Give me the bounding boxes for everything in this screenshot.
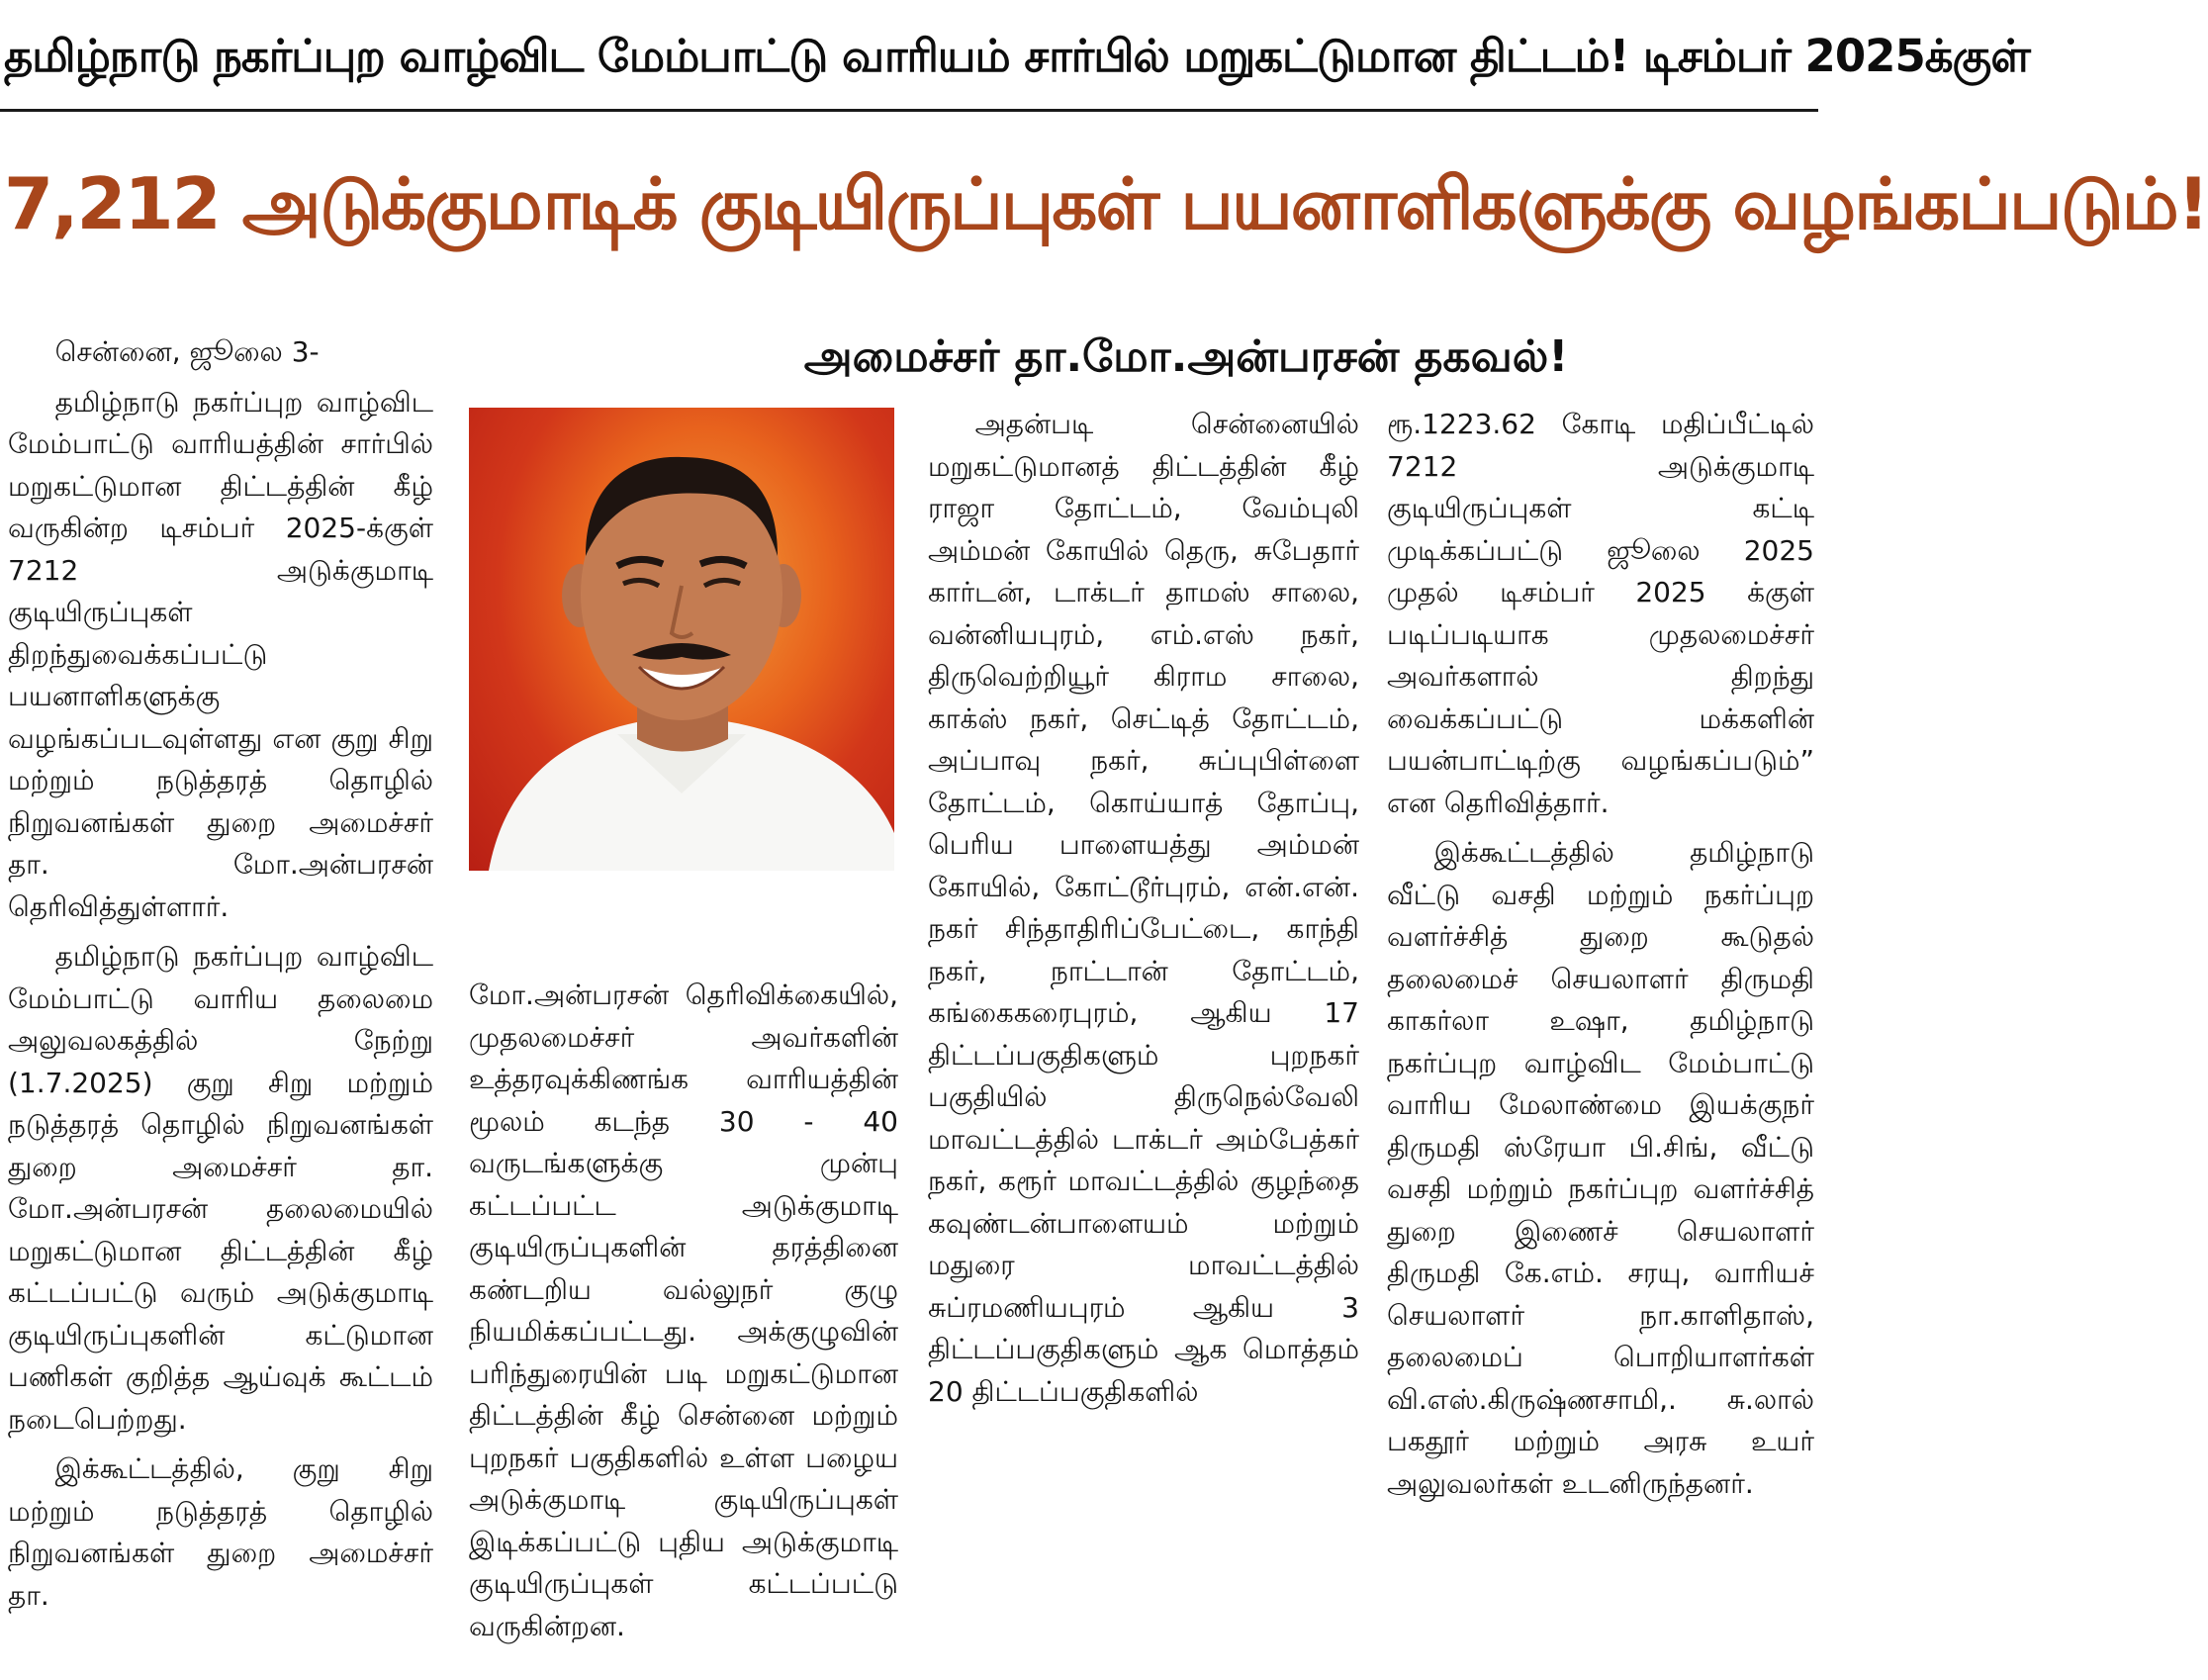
dateline: சென்னை, ஜூலை 3- [54,335,320,368]
paragraph: இக்கூட்டத்தில் தமிழ்நாடு வீட்டு வசதி மற்றும் நகர்ப்புற வளர்ச்சித் துறை கூடுதல் தலைமைச் செயலாளர் திருமதி காகர்லா உஷா, தமிழ்நாடு நகர்ப்புற வாழ்விட மேம்பாட்டு வாரிய மேலாண்மை இயக்குநர் திருமதி ஸ்ரேயா பி.சிங், வீட்டு வசதி மற்றும் நகர்ப்புற வளர்ச்சித் துறை இணைச் செயலாளர் திருமதி கே.எம். சரயு, வாரியச் செயலாளர் நா.காளிதாஸ், தலைமைப் பொறியாளர்கள் வி.எஸ்.கிருஷ்ணசாமி,. சு.லால் பகதூர் மற்றும் அரசு உயர் அலுவலர்கள் உடனிருந்தனர். [1387,836,1814,1500]
kicker-headline: தமிழ்நாடு நகர்ப்புற வாழ்விட மேம்பாட்டு வாரியம் சார்பில் மறுகட்டுமான திட்டம்! டிசம்பர் 2025க்குள் [4,30,2030,82]
paragraph: இக்கூட்டத்தில், குறு சிறு மற்றும் நடுத்தரத் தொழில் நிறுவனங்கள் துறை அமைச்சர் தா. [8,1452,433,1612]
article-column-4 [1387,404,1814,1680]
main-headline: 7,212 அடுக்குமாடிக் குடியிருப்புகள் பயனாளிகளுக்கு வழங்கப்படும்! [4,162,2208,245]
paragraph: ரூ.1223.62 கோடி மதிப்பீட்டில் 7212 அடுக்குமாடி குடியிருப்புகள் கட்டி முடிக்கப்பட்டு ஜூலை 2025 முதல் டிசம்பர் 2025 க்குள் படிப்படியாக முதலமைச்சர் அவர்களால் திறந்து வைக்கப்பட்டு மக்களின் பயன்பாட்டிற்கு வழங்கப்படும்” என தெரிவித்தார். [1387,408,1814,819]
article-column-2 [469,975,898,1680]
article-column-3 [928,404,1359,1680]
article-column-1 [8,331,433,1680]
paragraph: தமிழ்நாடு நகர்ப்புற வாழ்விட மேம்பாட்டு வாரியத்தின் சார்பில் மறுகட்டுமான திட்டத்தின் கீழ் வருகின்ற டிசம்பர் 2025-க்குள் 7212 அடுக்குமாடி குடியிருப்புகள் திறந்துவைக்கப்பட்டு பயனாளிகளுக்கு வழங்கப்படவுள்ளது என குறு சிறு மற்றும் நடுத்தரத் தொழில் நிறுவனங்கள் துறை அமைச்சர் தா. மோ.அன்பரசன் தெரிவித்துள்ளார். [8,385,433,923]
paragraph: அதன்படி சென்னையில் மறுகட்டுமானத் திட்டத்தின் கீழ் ராஜா தோட்டம், வேம்புலி அம்மன் கோயில் தெரு, சுபேதார் கார்டன், டாக்டர் தாமஸ் சாலை, வன்னியபுரம், எம்.எஸ் நகர், திருவெற்றியூர் கிராம சாலை, காக்ஸ் நகர், செட்டித் தோட்டம், அப்பாவு நகர், சுப்புபிள்ளை தோட்டம், கொய்யாத் தோப்பு, பெரிய பாளையத்து அம்மன் கோயில், கோட்டூர்புரம், என்.என். நகர் சிந்தாதிரிப்பேட்டை, காந்தி நகர், நாட்டான் தோட்டம், கங்கைகரைபுரம், ஆகிய 17 திட்டப்பகுதிகளும் புறநகர் பகுதியில் திருநெல்வேலி மாவட்டத்தில் டாக்டர் அம்பேத்கர் நகர், கரூர் மாவட்டத்தில் குழந்தை கவுண்டன்பாளையம் மற்றும் மதுரை மாவட்டத்தில் சுப்ரமணியபுரம் ஆகிய 3 திட்டப்பகுதிகளும் ஆக மொத்தம் 20 திட்டப்பகுதிகளில் [928,408,1359,1408]
portrait-photo [469,408,894,871]
paragraph: தமிழ்நாடு நகர்ப்புற வாழ்விட மேம்பாட்டு வாரிய தலைமை அலுவலகத்தில் நேற்று (1.7.2025) குறு சிறு மற்றும் நடுத்தரத் தொழில் நிறுவனங்கள் துறை அமைச்சர் தா. மோ.அன்பரசன் தலைமையில் மறுகட்டுமான திட்டத்தின் கீழ் கட்டப்பட்டு வரும் அடுக்குமாடி குடியிருப்புகளின் கட்டுமான பணிகள் குறித்த ஆய்வுக் கூட்டம் நடைபெற்றது. [8,940,433,1436]
portrait-illustration [469,408,894,871]
sub-headline: அமைச்சர் தா.மோ.அன்பரசன் தகவல்! [803,331,1569,382]
paragraph: மோ.அன்பரசன் தெரிவிக்கையில், முதலமைச்சர் அவர்களின் உத்தரவுக்கிணங்க வாரியத்தின் மூலம் கடந்த 30 - 40 வருடங்களுக்கு முன்பு கட்டப்பட்ட அடுக்குமாடி குடியிருப்புகளின் தரத்தினை கண்டறிய வல்லுநர் குழு நியமிக்கப்பட்டது. அக்குழுவின் பரிந்துரையின் படி மறுகட்டுமான திட்டத்தின் கீழ் சென்னை மற்றும் புறநகர் பகுதிகளில் உள்ள பழைய அடுக்குமாடி குடியிருப்புகள் இடிக்கப்பட்டு புதிய அடுக்குமாடி குடியிருப்புகள் கட்டப்பட்டு வருகின்றன. [469,979,898,1642]
divider-rule [0,109,1818,112]
